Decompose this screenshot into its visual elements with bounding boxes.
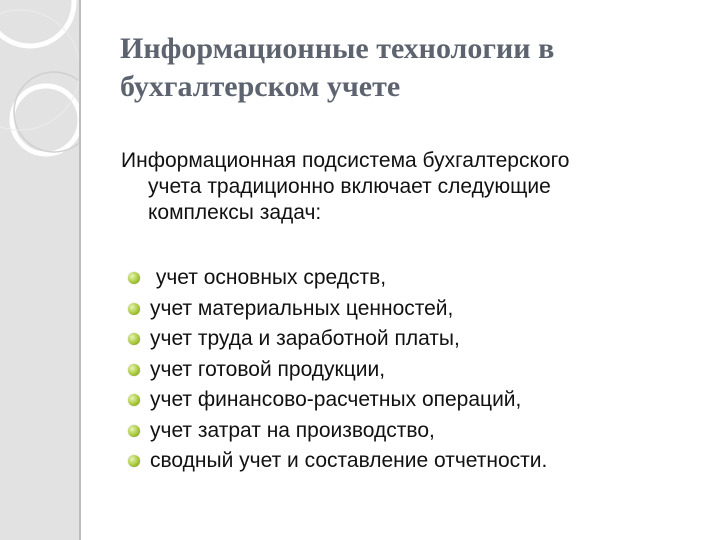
list-item (128, 324, 688, 355)
list-item-text: учет труда и заработной платы, (150, 327, 460, 350)
green-dot-icon (128, 455, 140, 467)
intro-line: учета традиционно включает следующие (148, 175, 551, 198)
decorative-side-band (0, 0, 79, 540)
list-item (128, 263, 688, 294)
list-item (128, 294, 688, 325)
list-item (128, 385, 688, 416)
green-dot-icon (128, 272, 140, 284)
list-item (128, 416, 688, 447)
list-item (128, 355, 688, 386)
list-item-text: учет материальных ценностей, (150, 296, 454, 320)
green-dot-icon (128, 425, 140, 437)
task-list (128, 263, 688, 477)
green-dot-icon (128, 333, 140, 345)
list-item-text: сводный учет и составление отчетности. (150, 449, 548, 472)
list-item-text: учет готовой продукции, (150, 357, 386, 381)
list-item-text: учет финансово-расчетных операций, (150, 388, 522, 411)
intro-line: комплексы задач: (148, 201, 322, 224)
slide-title: Информационные технологии в бухгалтерском учете (120, 32, 555, 103)
band-divider-line (79, 0, 81, 540)
green-dot-icon (128, 303, 140, 315)
list-item-text: учет основных средств, (150, 266, 387, 289)
list-item (128, 446, 688, 477)
list-item-text: учет затрат на производство, (150, 418, 435, 442)
intro-paragraph (123, 148, 683, 226)
green-dot-icon (128, 364, 140, 376)
green-dot-icon (128, 394, 140, 406)
decorative-circles (0, 0, 79, 540)
intro-line: Информационная подсистема бухгалтерского (121, 149, 570, 172)
